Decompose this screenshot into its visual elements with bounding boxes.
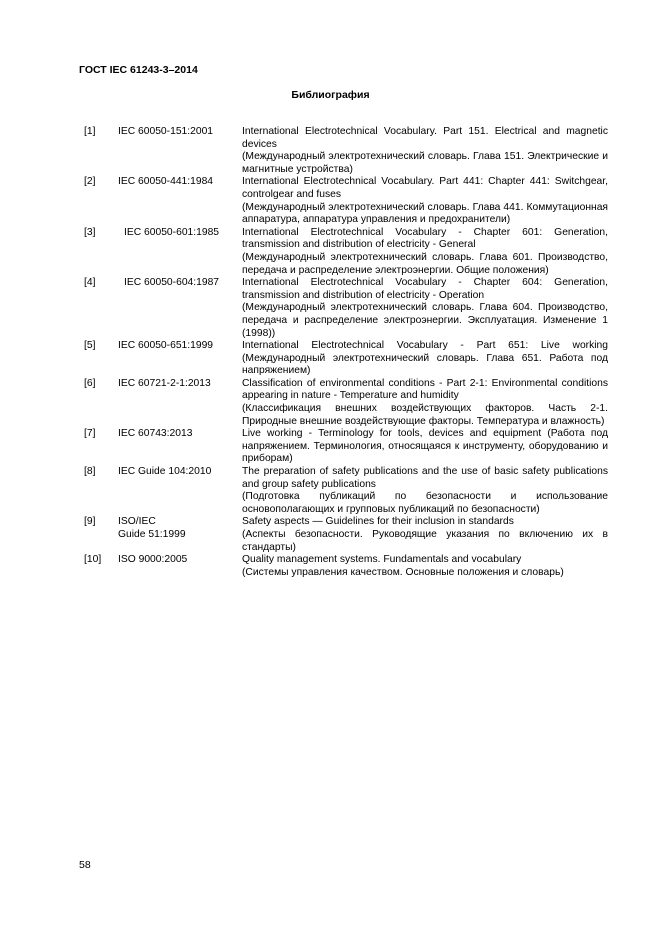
entry-description [242,176,608,226]
entry-description-line: Classification of environmental conditions - Part 2-1: Environmental conditions appearing in nature - Temperature and humidity [242,377,608,402]
entry-description-line: International Electrotechnical Vocabulary - Chapter 604: Generation, transmission and distribution of electricity - Operation [242,277,608,301]
entry-standard-code: IEC 60721-2-1:2013 [118,377,211,389]
bibliography-entry [84,227,608,277]
entry-standard-code: IEC 60050-601:1985 [124,226,220,238]
entry-description [242,126,608,176]
entry-description [242,277,608,340]
entry-standard-code: ISO 9000:2005 [118,554,188,566]
entry-number: [6] [84,377,96,389]
entry-description-line: International Electrotechnical Vocabulary - Chapter 601: Generation, transmission and distribution of electricity - General [242,226,608,251]
entry-description-line: International Electrotechnical Vocabulary. Part 441: Chapter 441: Switchgear, controlgear and fuses [242,176,608,200]
bibliography-entry [84,554,608,579]
entry-description [242,378,608,428]
entry-description-line: (Международный электротехнический словарь. Глава 604. Производство, передача и распределение электроэнергии. Эксплуатация. Изменение 1 (1998)) [242,302,608,339]
entry-number: [3] [84,226,96,238]
entry-number: [8] [84,466,96,478]
entry-description-line: (Системы управления качеством. Основные положения и словарь) [242,566,564,578]
entry-description-line: The preparation of safety publications and the use of basic safety publications and group safety publications [242,466,608,490]
entry-description-line: Safety aspects — Guidelines for their inclusion in standards [242,516,514,528]
entry-description-line: International Electrotechnical Vocabulary - Part 651: Live working (Международный электротехнический словарь. Глава 651. Работа под напряжением) [242,340,608,377]
bibliography-entry [84,176,608,226]
bibliography-entry [84,466,608,516]
entry-number: [9] [84,516,96,528]
entry-number: [10] [84,554,102,566]
entry-standard-code: IEC 60743:2013 [118,428,193,440]
entry-description-line: (Аспекты безопасности. Руководящие указания по включению их в стандарты) [242,529,608,553]
entry-standard-code: IEC 60050-151:2001 [118,126,214,137]
entry-description [242,516,608,554]
bibliography-entry [84,126,608,176]
entry-number: [5] [84,340,96,352]
bibliography-list [84,126,608,579]
entry-standard-code: IEC 60050-441:1984 [118,176,214,188]
entry-description [242,428,608,466]
entry-description-line: International Electrotechnical Vocabulary. Part 151. Electrical and magnetic devices [242,126,608,150]
entry-description-line: (Подготовка публикаций по безопасности и использование основополагающих и групповых публикаций по безопасности) [242,491,608,515]
bibliography-entry [84,277,608,340]
entry-description [242,340,608,378]
bibliography-entry [84,516,608,554]
page-number: 58 [79,859,91,871]
entry-description-line: (Классификация внешних воздействующих факторов. Часть 2-1. Природные внешние воздействующие факторы. Температура и влажность) [242,403,608,427]
bibliography-entry [84,428,608,466]
entry-standard-code: ISO/IEC Guide 51:1999 [118,516,186,540]
entry-number: [7] [84,428,96,440]
document-header: ГОСТ IEC 61243-3–2014 [79,64,198,76]
bibliography-title: Библиография [291,89,370,101]
entry-description-line: (Международный электротехнический словарь. Глава 441. Коммутационная аппаратура, аппаратура управления и предохранители) [242,201,608,226]
entry-number: [4] [84,277,96,289]
entry-description-line: Quality management systems. Fundamentals and vocabulary [242,554,522,566]
entry-description-line: (Международный электротехнический словарь. Глава 151. Электрические и магнитные устройства) [242,151,608,175]
entry-description-line: Live working - Terminology for tools, devices and equipment (Работа под напряжением. Терминология, относящаяся к инструменту, оборудованию и приборам) [242,428,608,465]
entry-description [242,466,608,516]
bibliography-entry [84,378,608,428]
entry-description [242,227,608,277]
entry-standard-code: IEC Guide 104:2010 [118,466,212,478]
entry-description-line: (Международный электротехнический словарь. Глава 601. Производство, передача и распределение электроэнергии. Общие положения) [242,251,608,276]
bibliography-entry [84,340,608,378]
entry-number: [1] [84,126,96,137]
entry-standard-code: IEC 60050-651:1999 [118,340,214,352]
entry-number: [2] [84,176,96,188]
entry-description [242,554,608,579]
entry-standard-code: IEC 60050-604:1987 [124,277,220,289]
